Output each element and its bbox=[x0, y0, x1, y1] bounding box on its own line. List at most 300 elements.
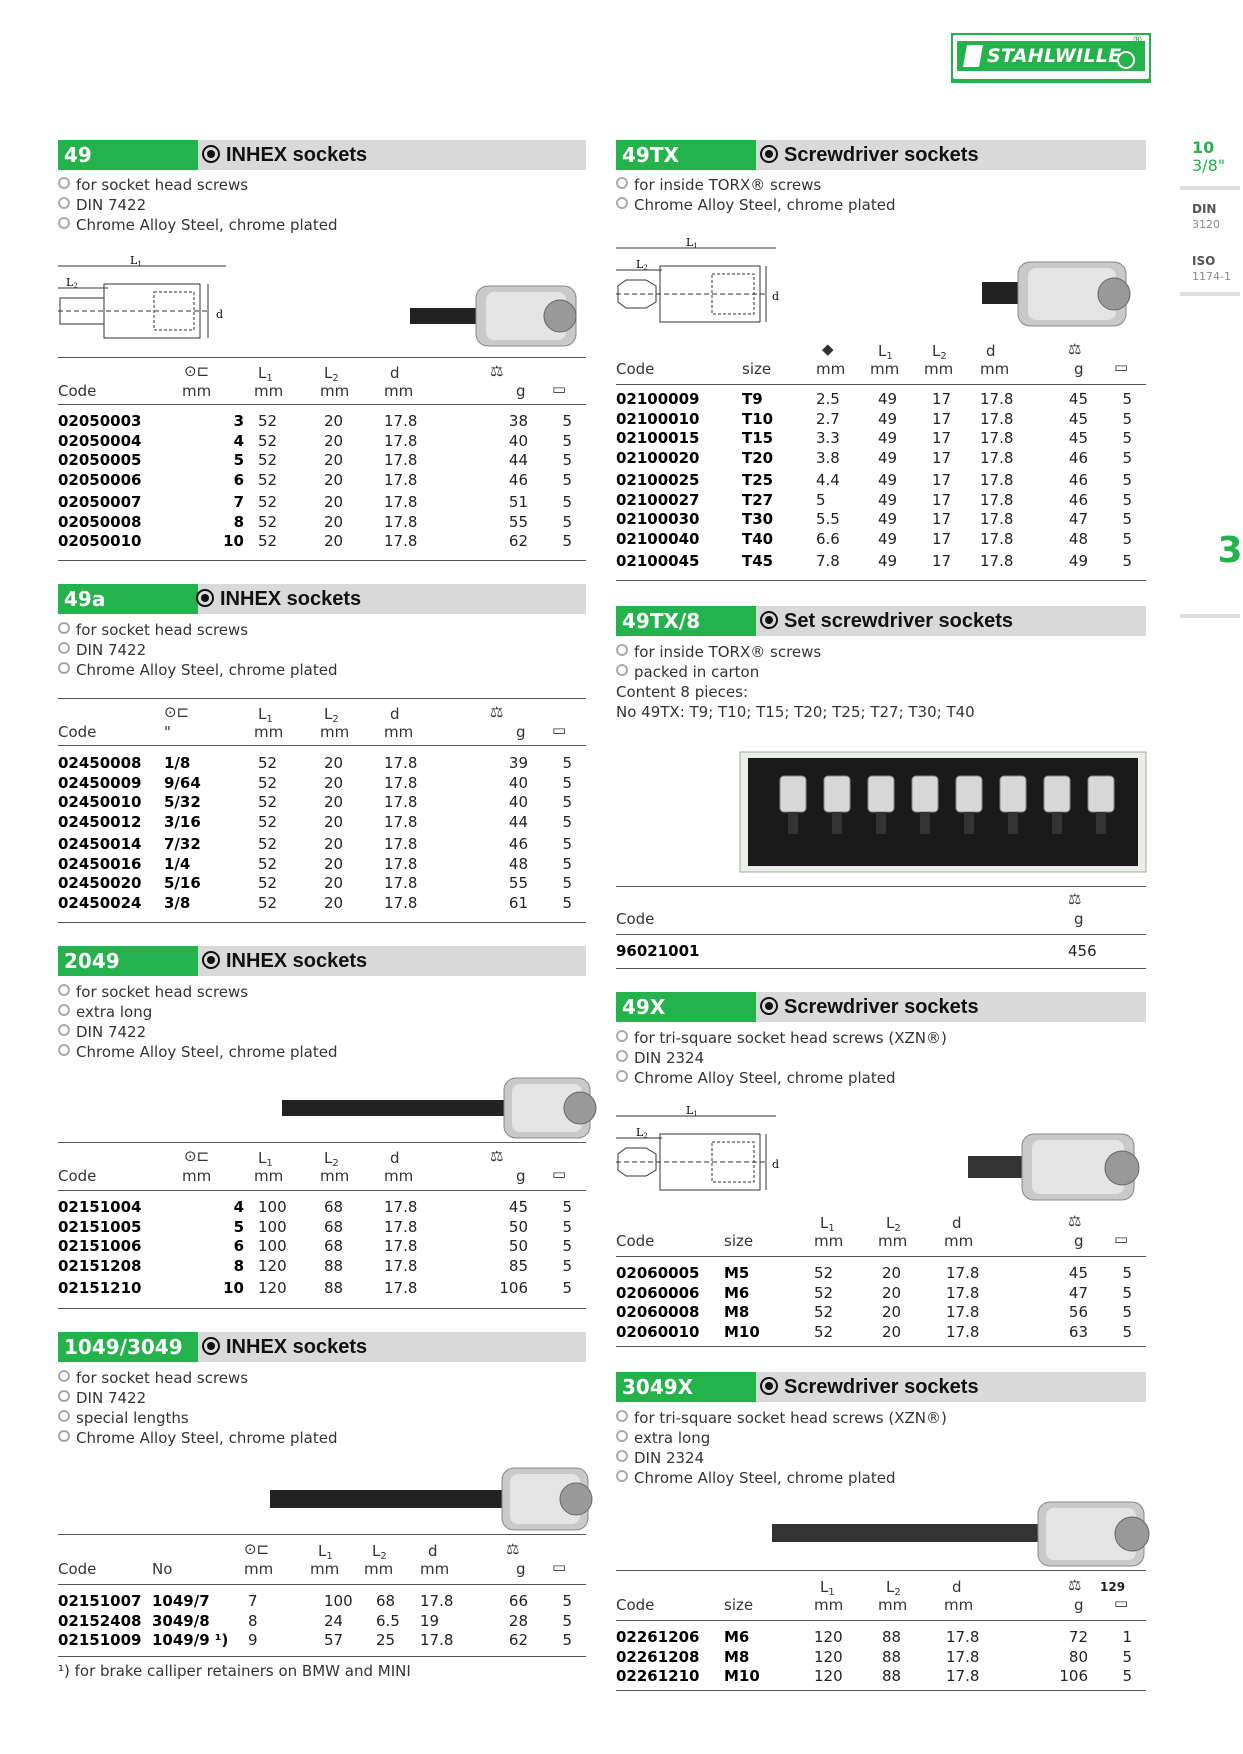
inhex-drive-icon bbox=[202, 1337, 220, 1355]
table-cell: 17.8 bbox=[384, 874, 418, 892]
feature-item: DIN 7422 bbox=[58, 1388, 337, 1408]
weight-icon: ⚖ bbox=[506, 1540, 520, 1558]
table-header: ⊙⊏ $L_1$ $L_2$ d ⚖ Code " mm mm mm g ▭ bbox=[58, 703, 567, 741]
feature-item: Chrome Alloy Steel, chrome plated bbox=[616, 1068, 947, 1088]
table-cell: 02151004 bbox=[58, 1198, 142, 1216]
section-number: 49 bbox=[58, 140, 198, 170]
table-cell: 5 bbox=[1122, 471, 1132, 489]
table-cell: 5 bbox=[562, 793, 572, 811]
table-cell: 85 bbox=[508, 1256, 528, 1275]
logo-gear-icon bbox=[1117, 51, 1135, 69]
table-cell: 02450009 bbox=[58, 773, 142, 792]
table-row bbox=[616, 1264, 1146, 1284]
table-row bbox=[616, 449, 1146, 469]
table-cell: 45 bbox=[1068, 390, 1088, 408]
feature-list bbox=[616, 175, 895, 215]
table-cell: 49 bbox=[878, 390, 898, 408]
feature-item: for socket head screws bbox=[58, 982, 337, 1002]
table-cell: 17.8 bbox=[980, 471, 1014, 489]
table-cell: 02100025 bbox=[616, 471, 700, 489]
product-table-49a bbox=[58, 754, 586, 913]
table-cell: 17.8 bbox=[946, 1283, 980, 1302]
table-cell: 17.8 bbox=[384, 893, 418, 912]
table-row bbox=[58, 1218, 586, 1238]
sidebar-iso-label: ISO bbox=[1192, 254, 1216, 268]
brand-name: STAHLWILLE bbox=[987, 45, 1122, 67]
feature-item: Chrome Alloy Steel, chrome plated bbox=[58, 1428, 337, 1448]
table-cell: 100 bbox=[258, 1217, 287, 1236]
feature-item: special lengths bbox=[58, 1408, 337, 1428]
table-cell: 52 bbox=[258, 470, 278, 489]
table-cell: 5 bbox=[562, 512, 572, 531]
feature-item: Chrome Alloy Steel, chrome plated bbox=[58, 1042, 337, 1062]
table-cell: T45 bbox=[742, 552, 774, 570]
table-cell: 17.8 bbox=[384, 854, 418, 873]
feature-item: packed in carton bbox=[616, 662, 975, 682]
sidebar-chapter: 3 bbox=[1217, 530, 1243, 571]
table-cell: 46 bbox=[1068, 471, 1088, 489]
table-cell: 49 bbox=[878, 429, 898, 447]
table-cell: 2.5 bbox=[816, 390, 840, 408]
table-cell: 17 bbox=[932, 552, 952, 570]
table-cell: 50 bbox=[508, 1237, 528, 1255]
table-row bbox=[58, 513, 586, 533]
table-cell: 02100015 bbox=[616, 429, 700, 447]
table-cell: 100 bbox=[258, 1198, 287, 1216]
table-row bbox=[58, 835, 586, 855]
table-cell: 5 bbox=[562, 893, 572, 912]
feature-list bbox=[616, 1408, 947, 1488]
table-row bbox=[58, 1612, 586, 1632]
table-row bbox=[58, 855, 586, 875]
svg-text:d: d bbox=[772, 290, 780, 303]
table-cell: 40 bbox=[508, 773, 528, 792]
table-cell: T27 bbox=[742, 490, 774, 509]
table-cell: 5 bbox=[1122, 429, 1132, 447]
table-row bbox=[616, 1323, 1146, 1343]
table-cell: 5 bbox=[562, 1217, 572, 1236]
table-cell: M5 bbox=[724, 1264, 750, 1282]
table-cell: 10 bbox=[223, 532, 244, 550]
table-cell: 28 bbox=[508, 1611, 528, 1630]
table-header: ◆ $L_1$ $L_2$ d ⚖ Code size mm mm mm mm g ▭ bbox=[616, 340, 1129, 378]
table-cell: 106 bbox=[499, 1279, 528, 1297]
table-cell: 3049/8 bbox=[152, 1611, 210, 1630]
xzn-drive-icon bbox=[760, 997, 778, 1015]
socket-photo bbox=[770, 1498, 1150, 1570]
weight-icon: ⚖ bbox=[1068, 1576, 1082, 1594]
table-cell: 20 bbox=[324, 451, 344, 469]
table-cell: 02151009 bbox=[58, 1631, 142, 1649]
feature-item: for socket head screws bbox=[58, 620, 337, 640]
table-cell: T40 bbox=[742, 529, 774, 548]
weight-icon: ⚖ bbox=[490, 703, 504, 721]
table-cell: 17.8 bbox=[384, 532, 418, 550]
table-cell: 6.6 bbox=[816, 529, 840, 548]
table-cell: 5 bbox=[562, 835, 572, 853]
table-cell: 5 bbox=[562, 754, 572, 772]
table-cell: T15 bbox=[742, 429, 774, 447]
table-cell: 17.8 bbox=[384, 1256, 418, 1275]
table-header: ⊙⊏ $L_1$ $L_2$ d ⚖ Code mm mm mm mm g ▭ bbox=[58, 362, 567, 400]
table-cell: 5 bbox=[1122, 529, 1132, 548]
table-cell: 5 bbox=[562, 874, 572, 892]
table-cell: 4.4 bbox=[816, 471, 840, 489]
weight-icon: ⚖ bbox=[1068, 340, 1082, 358]
table-cell: 52 bbox=[258, 793, 278, 811]
table-cell: 17.8 bbox=[946, 1628, 980, 1646]
table-row: 96021001 456 bbox=[616, 942, 1097, 960]
section-header-49 bbox=[58, 140, 586, 170]
table-cell: 49 bbox=[878, 510, 898, 528]
table-cell: 20 bbox=[324, 532, 344, 550]
sidebar-iso-value: 1174-1 bbox=[1192, 270, 1231, 283]
section-header-49tx8 bbox=[616, 606, 1146, 636]
table-cell: 17.8 bbox=[384, 431, 418, 450]
table-cell: 02450014 bbox=[58, 835, 142, 853]
table-cell: 5 bbox=[1122, 409, 1132, 428]
table-cell: 17 bbox=[932, 510, 952, 528]
table-cell: 02100009 bbox=[616, 390, 700, 408]
table-cell: 5 bbox=[233, 1217, 244, 1236]
table-cell: 49 bbox=[878, 490, 898, 509]
table-cell: 02050010 bbox=[58, 532, 142, 550]
table-cell: 17.8 bbox=[384, 493, 418, 511]
table-row bbox=[58, 754, 586, 774]
table-cell: 7 bbox=[248, 1592, 258, 1610]
table-row bbox=[616, 429, 1146, 449]
table-cell: 17 bbox=[932, 429, 952, 447]
table-cell: 02261210 bbox=[616, 1667, 700, 1685]
table-cell: 6 bbox=[233, 470, 244, 489]
table-cell: 17 bbox=[932, 471, 952, 489]
table-cell: 17.8 bbox=[384, 470, 418, 489]
table-cell: 17.8 bbox=[384, 512, 418, 531]
table-cell: 02050005 bbox=[58, 451, 142, 469]
table-cell: 02450012 bbox=[58, 812, 142, 831]
svg-text:d: d bbox=[216, 308, 224, 321]
table-cell: 4 bbox=[233, 1198, 244, 1216]
table-cell: 02050004 bbox=[58, 431, 142, 450]
table-cell: 5 bbox=[562, 412, 572, 430]
table-cell: 57 bbox=[324, 1631, 344, 1649]
table-cell: 5 bbox=[1122, 552, 1132, 570]
table-row bbox=[616, 410, 1146, 430]
table-cell: 17.8 bbox=[384, 835, 418, 853]
feature-item: for inside TORX® screws bbox=[616, 642, 975, 662]
product-table-49tx8 bbox=[616, 942, 1146, 962]
table-cell: 46 bbox=[1068, 448, 1088, 467]
table-row bbox=[58, 412, 586, 432]
table-cell: 20 bbox=[324, 754, 344, 772]
table-cell: 17.8 bbox=[980, 390, 1014, 408]
table-cell: 52 bbox=[258, 431, 278, 450]
table-row bbox=[616, 1648, 1146, 1668]
table-cell: 17.8 bbox=[420, 1592, 454, 1610]
socket-photo bbox=[980, 258, 1150, 332]
table-cell: 17 bbox=[932, 390, 952, 408]
table-cell: 68 bbox=[376, 1592, 396, 1610]
table-cell: 20 bbox=[324, 512, 344, 531]
package-icon: ▭ bbox=[552, 1165, 567, 1183]
table-cell: 52 bbox=[258, 493, 278, 511]
table-cell: 20 bbox=[324, 493, 344, 511]
table-cell: 17.8 bbox=[384, 1217, 418, 1236]
table-cell: 02100045 bbox=[616, 552, 700, 570]
table-cell: 1/8 bbox=[164, 754, 191, 772]
table-cell: 5 bbox=[562, 1631, 572, 1649]
table-cell: 02450008 bbox=[58, 754, 142, 772]
table-row bbox=[58, 813, 586, 833]
table-cell: 44 bbox=[508, 812, 528, 831]
table-cell: 5 bbox=[562, 451, 572, 469]
table-cell: 68 bbox=[324, 1217, 344, 1236]
table-cell: 80 bbox=[1068, 1647, 1088, 1666]
table-cell: 49 bbox=[878, 448, 898, 467]
table-row bbox=[616, 552, 1146, 572]
table-cell: 17.8 bbox=[384, 412, 418, 430]
feature-item: for inside TORX® screws bbox=[616, 175, 895, 195]
table-cell: T30 bbox=[742, 510, 774, 528]
sidebar-divider bbox=[1180, 292, 1240, 296]
logo-mark-icon bbox=[963, 45, 983, 67]
table-cell: 17.8 bbox=[980, 529, 1014, 548]
table-cell: 72 bbox=[1068, 1628, 1088, 1646]
table-cell: 3.3 bbox=[816, 429, 840, 447]
sidebar-divider bbox=[1180, 186, 1240, 190]
table-cell: 5 bbox=[1122, 490, 1132, 509]
table-cell: 17.8 bbox=[980, 409, 1014, 428]
table-cell: 52 bbox=[258, 754, 278, 772]
table-row bbox=[58, 451, 586, 471]
table-cell: 52 bbox=[258, 451, 278, 469]
table-cell: 40 bbox=[508, 793, 528, 811]
table-cell: 49 bbox=[878, 552, 898, 570]
table-cell: 17.8 bbox=[384, 793, 418, 811]
technical-drawing bbox=[58, 254, 238, 338]
table-cell: 17.8 bbox=[946, 1647, 980, 1666]
feature-item: extra long bbox=[616, 1428, 947, 1448]
product-table-2049 bbox=[58, 1198, 586, 1299]
section-number: 3049X bbox=[616, 1372, 756, 1402]
table-row bbox=[58, 874, 586, 894]
table-cell: 49 bbox=[878, 471, 898, 489]
table-cell: 49 bbox=[878, 529, 898, 548]
table-cell: 45 bbox=[1068, 429, 1088, 447]
table-row bbox=[616, 1628, 1146, 1648]
sidebar-din-value: 3120 bbox=[1192, 218, 1220, 231]
table-cell: 5 bbox=[562, 532, 572, 550]
section-title: Screwdriver sockets bbox=[760, 1372, 979, 1402]
table-cell: 20 bbox=[324, 812, 344, 831]
table-cell: 17.8 bbox=[946, 1322, 980, 1341]
table-cell: 02450010 bbox=[58, 793, 142, 811]
table-row bbox=[58, 774, 586, 794]
table-cell: 02261206 bbox=[616, 1628, 700, 1646]
table-cell: 63 bbox=[1068, 1322, 1088, 1341]
feature-item: for socket head screws bbox=[58, 175, 337, 195]
inhex-drive-icon bbox=[196, 589, 214, 607]
table-cell: 5 bbox=[562, 773, 572, 792]
table-cell: 20 bbox=[324, 412, 344, 430]
table-row bbox=[58, 1257, 586, 1277]
socket-photo bbox=[410, 282, 590, 352]
table-cell: 20 bbox=[324, 854, 344, 873]
table-cell: 45 bbox=[508, 1198, 528, 1216]
torx-drive-icon bbox=[760, 145, 778, 163]
table-cell: 17.8 bbox=[384, 812, 418, 831]
torx-size-icon: ◆ bbox=[822, 340, 834, 358]
table-cell: 49 bbox=[878, 409, 898, 428]
table-cell: M6 bbox=[724, 1283, 750, 1302]
table-cell: 9 bbox=[248, 1631, 258, 1649]
section-header-49tx bbox=[616, 140, 1146, 170]
table-row bbox=[616, 390, 1146, 410]
table-cell: 88 bbox=[324, 1256, 344, 1275]
feature-item: Chrome Alloy Steel, chrome plated bbox=[58, 215, 337, 235]
table-cell: 1049/9 ¹) bbox=[152, 1631, 229, 1649]
socket-photo bbox=[282, 1076, 592, 1146]
table-cell: 38 bbox=[508, 412, 528, 430]
table-cell: 5 bbox=[1122, 510, 1132, 528]
table-cell: 5 bbox=[1122, 390, 1132, 408]
table-cell: 5 bbox=[562, 1237, 572, 1255]
table-cell: 120 bbox=[258, 1256, 287, 1275]
weight-icon: ⚖ bbox=[490, 362, 504, 380]
table-cell: 55 bbox=[508, 512, 528, 531]
table-row bbox=[616, 491, 1146, 511]
table-cell: 51 bbox=[508, 493, 528, 511]
table-cell: 120 bbox=[814, 1667, 843, 1685]
inhex-drive-icon bbox=[202, 951, 220, 969]
table-cell: 46 bbox=[508, 835, 528, 853]
socket-photo bbox=[270, 1466, 590, 1536]
table-cell: 45 bbox=[1068, 409, 1088, 428]
section-header-49x bbox=[616, 992, 1146, 1022]
table-cell: T9 bbox=[742, 390, 763, 408]
table-cell: 9/64 bbox=[164, 773, 201, 792]
table-cell: 17.8 bbox=[980, 552, 1014, 570]
stahlwille-logo bbox=[951, 33, 1151, 83]
table-cell: 68 bbox=[324, 1237, 344, 1255]
section-number: 49TX bbox=[616, 140, 756, 170]
table-cell: T10 bbox=[742, 409, 774, 428]
table-cell: 52 bbox=[258, 773, 278, 792]
section-title: Screwdriver sockets bbox=[760, 140, 979, 170]
table-cell: 47 bbox=[1068, 1283, 1088, 1302]
weight-icon: ⚖ bbox=[1068, 1212, 1082, 1230]
table-cell: 5 bbox=[562, 493, 572, 511]
table-cell: 5 bbox=[562, 1592, 572, 1610]
table-cell: 1049/7 bbox=[152, 1592, 210, 1610]
table-cell: 61 bbox=[508, 893, 528, 912]
feature-list bbox=[58, 175, 337, 235]
table-cell: 8 bbox=[233, 1256, 244, 1275]
torx-drive-icon bbox=[760, 611, 778, 629]
feature-item: DIN 7422 bbox=[58, 640, 337, 660]
sidebar-divider bbox=[1180, 614, 1240, 618]
section-header-2049 bbox=[58, 946, 586, 976]
table-cell: 52 bbox=[258, 532, 278, 550]
table-cell: 55 bbox=[508, 874, 528, 892]
table-cell: 5 bbox=[562, 854, 572, 873]
feature-list bbox=[58, 982, 337, 1062]
section-title: Set screwdriver sockets bbox=[760, 606, 1013, 636]
section-header-1049-3049 bbox=[58, 1332, 586, 1362]
section-number: 1049/3049 bbox=[58, 1332, 198, 1362]
table-cell: 88 bbox=[324, 1279, 344, 1297]
table-cell: 02152408 bbox=[58, 1611, 142, 1630]
section-title: INHEX sockets bbox=[202, 1332, 367, 1362]
table-cell: 20 bbox=[324, 431, 344, 450]
table-cell: 100 bbox=[324, 1592, 353, 1610]
table-row bbox=[58, 1279, 586, 1299]
table-cell: 20 bbox=[882, 1303, 902, 1321]
table-cell: 10 bbox=[223, 1279, 244, 1297]
table-cell: 3.8 bbox=[816, 448, 840, 467]
table-cell: 5 bbox=[233, 451, 244, 469]
table-row bbox=[58, 793, 586, 813]
svg-text:d: d bbox=[772, 1158, 780, 1171]
table-cell: 48 bbox=[508, 854, 528, 873]
product-table-49tx bbox=[616, 390, 1146, 572]
svg-text:L1: L1 bbox=[130, 254, 142, 268]
table-cell: 8 bbox=[248, 1611, 258, 1630]
table-header: ⚖ Code g bbox=[616, 890, 1084, 928]
feature-list bbox=[616, 1028, 947, 1088]
table-cell: 20 bbox=[324, 874, 344, 892]
xzn-drive-icon bbox=[760, 1377, 778, 1395]
table-cell: 7 bbox=[233, 493, 244, 511]
table-cell: 52 bbox=[814, 1264, 834, 1282]
table-cell: 5 bbox=[562, 1611, 572, 1630]
feature-item: Chrome Alloy Steel, chrome plated bbox=[616, 1468, 947, 1488]
table-cell: 17.8 bbox=[980, 448, 1014, 467]
table-cell: 17.8 bbox=[384, 1279, 418, 1297]
table-cell: 02450024 bbox=[58, 893, 142, 912]
table-cell: 02100030 bbox=[616, 510, 700, 528]
table-cell: M8 bbox=[724, 1303, 750, 1321]
weight-icon: ⚖ bbox=[490, 1147, 504, 1165]
table-row bbox=[616, 1284, 1146, 1304]
table-row bbox=[58, 471, 586, 491]
set-photo bbox=[740, 752, 1150, 874]
table-cell: 100 bbox=[258, 1237, 287, 1255]
table-cell: 02050008 bbox=[58, 512, 142, 531]
technical-drawing bbox=[616, 1106, 786, 1196]
table-cell: 39 bbox=[508, 754, 528, 772]
table-cell: 24 bbox=[324, 1611, 344, 1630]
table-cell: 02050006 bbox=[58, 470, 142, 489]
table-cell: 46 bbox=[1068, 490, 1088, 509]
table-cell: 5/16 bbox=[164, 874, 201, 892]
table-cell: 3/16 bbox=[164, 812, 201, 831]
table-header: ⊙⊏ $L_1$ $L_2$ d ⚖ Code mm mm mm mm g ▭ bbox=[58, 1147, 567, 1185]
table-cell: 5 bbox=[562, 1279, 572, 1297]
section-number: 49a bbox=[58, 584, 198, 614]
table-row bbox=[58, 1198, 586, 1218]
section-title: INHEX sockets bbox=[202, 946, 367, 976]
table-cell: 5 bbox=[1122, 448, 1132, 467]
table-cell: 52 bbox=[258, 835, 278, 853]
table-cell: 52 bbox=[258, 812, 278, 831]
table-cell: 17.8 bbox=[980, 429, 1014, 447]
hex-size-icon: ⊙⊏ bbox=[244, 1540, 270, 1558]
table-row bbox=[58, 1592, 586, 1612]
table-cell: 68 bbox=[324, 1198, 344, 1216]
table-cell: 02261208 bbox=[616, 1647, 700, 1666]
table-row bbox=[616, 530, 1146, 550]
